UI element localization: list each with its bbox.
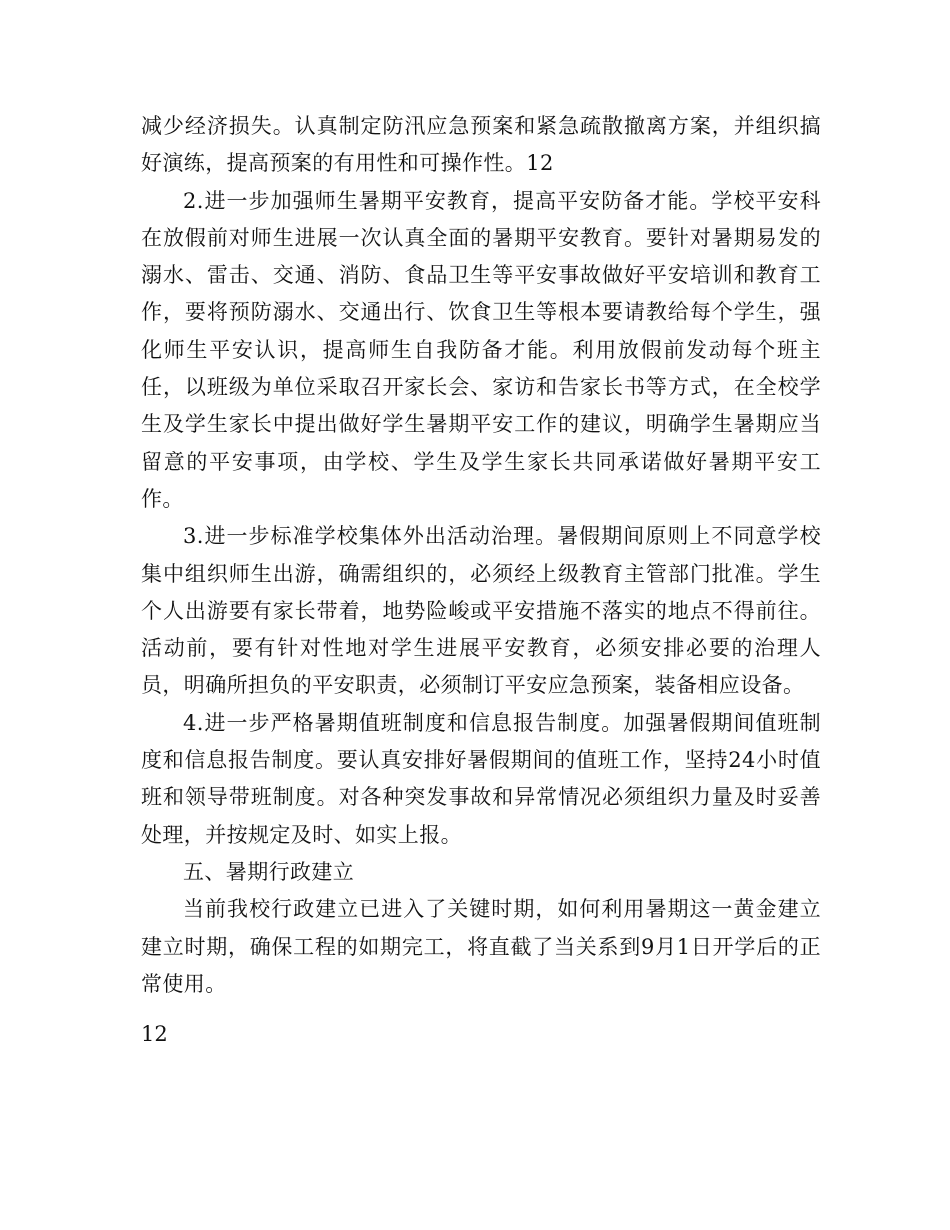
document-body (141, 108, 821, 1003)
section-heading: 五、暑期行政建立 (183, 859, 355, 884)
paragraph-section-5: 当前我校行政建立已进入了关键时期，如何利用暑期这一黄金建立建立时期，确保工程的如期完工，将直截了当关系到9月1日开学后的正常使用。 (141, 897, 821, 996)
paragraph-item-3: 3.进一步标准学校集体外出活动治理。暑假期间原则上不同意学校集中组织师生出游，确需组织的，必须经上级教育主管部门批准。学生个人出游要有家长带着，地势险峻或平安措施不落实的地点不得前往。活动前，要有针对性地对学生进展平安教育，必须安排必要的治理人员，明确所担负的平安职责，必须制订平安应急预案，装备相应设备。 (141, 524, 821, 698)
paragraph-item-2: 2.进一步加强师生暑期平安教育，提高平安防备才能。学校平安科在放假前对师生进展一次认真全面的暑期平安教育。要针对暑期易发的溺水、雷击、交通、消防、食品卫生等平安事故做好平安培训和教育工作，要将预防溺水、交通出行、饮食卫生等根本要请教给每个学生，强化师生平安认识，提高师生自我防备才能。利用放假前发动每个班主任，以班级为单位采取召开家长会、家访和告家长书等方式，在全校学生及学生家长中提出做好学生暑期平安工作的建议，明确学生暑期应当留意的平安事项，由学校、学生及学生家长共同承诺做好暑期平安工作。 (141, 188, 821, 511)
paragraph-continuation: 减少经济损失。认真制定防汛应急预案和紧急疏散撤离方案，并组织搞好演练，提高预案的有用性和可操作性。12 (141, 114, 821, 176)
paragraph-item-4: 4.进一步严格暑期值班制度和信息报告制度。加强暑假期间值班制度和信息报告制度。要认真安排好暑假期间的值班工作，坚持24小时值班和领导带班制度。对各种突发事故和异常情况必须组织力量及时妥善处理，并按规定及时、如实上报。 (141, 710, 821, 847)
page-number: 12 (141, 1022, 168, 1046)
